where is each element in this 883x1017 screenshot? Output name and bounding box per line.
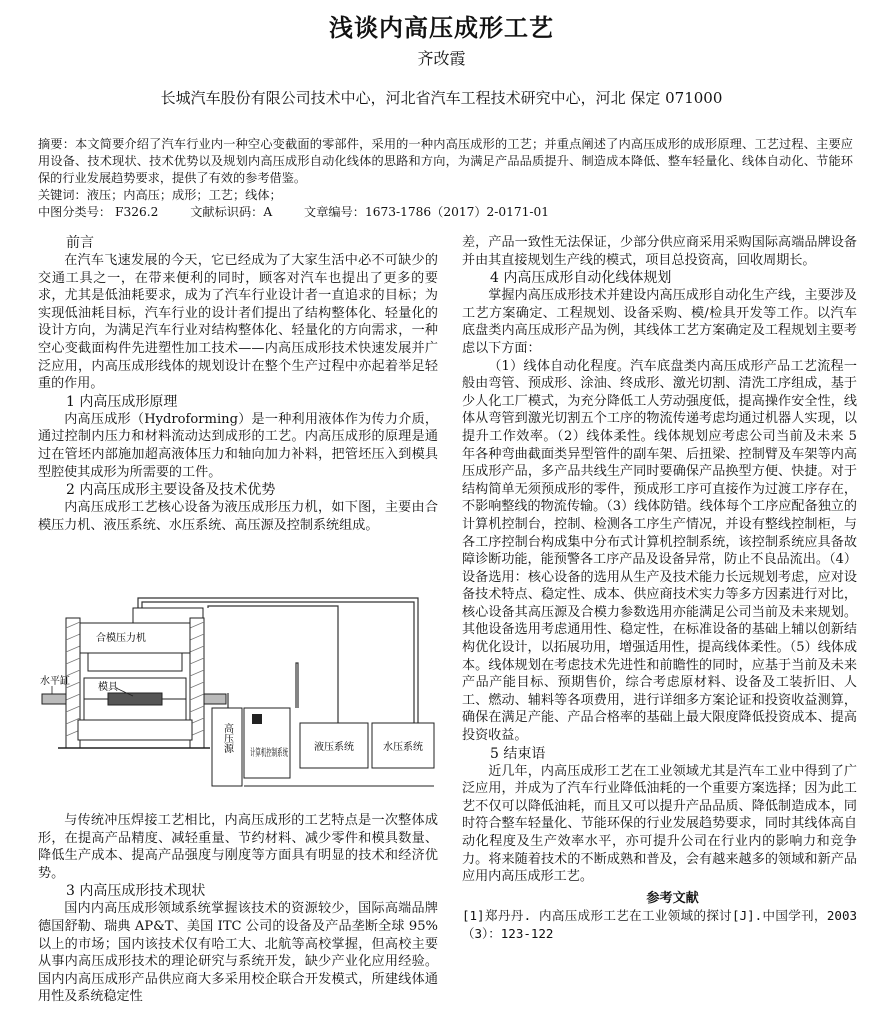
paragraph-section-2: 内高压成形工艺核心设备为液压成形压力机，如下图，主要由合模压力机、液压系统、水压系统、高压源及控制系统组成。 bbox=[38, 500, 438, 533]
computer-control-box bbox=[244, 708, 320, 778]
hydraulic-system-label: 液压系统 bbox=[314, 742, 354, 753]
references-heading: 参考文献 bbox=[646, 890, 699, 906]
article-number: 文章编号：1673-1786（2017）2-0171-01 bbox=[304, 205, 550, 219]
paragraph-section-4-intro: 掌握内高压成形技术并建设内高压成形自动化生产线，主要涉及工艺方案确定、工程规划、设备采购、模/检具开发等工作。以汽车底盘类内高压成形产品为例，其线体工艺方案确定及工程规划主要考虑以下方面： bbox=[462, 288, 857, 356]
paragraph-intro: 在汽车飞速发展的今天，它已经成为了大家生活中必不可缺少的交通工具之一，在带来便利的同时，顾客对汽车也提出了更多的要求，尤其是低油耗要求，成为了汽车行业设计者一直追求的目标；为实现低油耗目标，汽车行业的设计者们提出了结构整体化、轻量化的设计方向，为满足汽车行业对结构整体化、轻量化的方向需求，一种空心变截面构件先进塑性加工技术——内高压成形技术快速发展并广泛应用，内高压成形线体的规划设计在整个生产过程中亦起着举足轻重的作用。 bbox=[38, 253, 438, 392]
press-label: 合模压力机 bbox=[96, 633, 146, 644]
press-base bbox=[78, 720, 192, 740]
heading-section-3: 3 内高压成形技术现状 bbox=[66, 883, 206, 900]
die-label: 模具 bbox=[98, 682, 118, 693]
author-name: 齐改霞 bbox=[417, 49, 466, 68]
monitor-icon bbox=[252, 714, 262, 724]
affiliation: 长城汽车股份有限公司技术中心，河北省汽车工程技术研究中心，河北 保定 071000 bbox=[160, 89, 723, 107]
heading-intro: 前言 bbox=[66, 235, 94, 251]
heading-section-5: 5 结束语 bbox=[490, 745, 546, 762]
paragraph-section-4-details: （1）线体自动化程度。汽车底盘类内高压成形产品工艺流程一般由弯管、预成形、涂油、终成形、激光切割、清洗工序组成，基于少人化工厂模式，为充分降低工人劳动强度低，提高操作安全性，线体从弯管到激光切割五个工序的物流传递考虑均通过机器人实现，以提升工作效率。（2）线体柔性。线体规划应考虑公司当前及未来 5 年各种弯曲截面类异型管件的副车架、后扭梁、控制臂及车架等内高压成形产品，多产品共线生产同时要确保产品换型方便、快捷。对于结构简单无须预成形的零件，预成形工序可直接作为过渡工序存在，不影响整线的物流传输。（3）线体防错。线体每个工序应配备独立的计算机控制台，控制、检测各工序生产情况，并设有整线控制柜，与各工序控制台构成集中分布式计算机控制系统，该控制系统应具备故障诊断功能，能预警各工序产品及设备异常，防止不良品流出。（4）设备选用：核心设备的选用从生产及技术能力长远规划考虑，应对设备技术特点、稳定性、成本、供应商技术实力等多方因素进行对比，核心设备其高压源及合模力参数选用亦能满足公司当前及未来规划。其他设备选用考虑通用性、稳定性，在标准设备的基础上辅以创新结构优化设计，以拓展功用，增强适用性，提高线体柔性。（5）线体成本。线体规划在考虑技术先进性和前瞻性的同时，应基于当前及未来产品产能目标、预期售价，综合考虑原材料、设备及工装折旧、人工、燃动、辅料等各项费用，进行详细多方案论证和投资收益测算，确保在满足产能、产品合格率的基础上最大限度降低投资成本、提高投资收益。 bbox=[462, 358, 857, 744]
paragraph-section-5: 近几年，内高压成形工艺在工业领域尤其是汽车工业中得到了广泛应用，并成为了汽车行业降低油耗的一个重要方案选择；因为此工艺不仅可以降低油耗，而且又可以提升产品品质、降低制造成本，同时符合整车轻量化、节能环保的行业发展趋势要求，同时其线体高自动化程度及生产效率水平，亦可提升公司在行业内的影响力和竞争力。将来随着技术的不断成熟和普及，会有越来越多的领域和新产品应用内高压成形工艺。 bbox=[462, 763, 857, 885]
document-code: 文献标识码：A bbox=[190, 205, 273, 219]
paper-title: 浅谈内高压成形工艺 bbox=[329, 13, 554, 42]
press-slide bbox=[88, 653, 182, 671]
paragraph-section-3: 国内内高压成形领域系统掌握该技术的资源较少，国际高端品牌德国舒勒、瑞典 AP&T、美国 ITC 公司的设备及产品垄断全球 95%以上的市场；国内该技术仅有哈工大、北航等高校掌握，但高校主要从事内高压成形技术的理论研究与系统开发，缺少产业化应用经验。国内内高压成形产品供应商大多采用校企联合开发模式，所建线体通用性及系统稳定性 bbox=[38, 901, 438, 1005]
heading-section-4: 4 内高压成形自动化线体规划 bbox=[490, 270, 672, 287]
water-system-label: 水压系统 bbox=[383, 742, 423, 753]
classification-line bbox=[38, 204, 853, 221]
abstract-text: 摘要：本文简要介绍了汽车行业内一种空心变截面的零部件，采用的一种内高压成形的工艺；并重点阐述了内高压成形的成形原理、工艺过程、主要应用设备、技术现状、技术优势以及规划内高压成形自动化线体的思路和方向，为满足产品品质提升、制造成本降低、整车轻量化、线体自动化、节能环保的行业发展趋势要求，提供了有效的参考借鉴。 bbox=[38, 137, 853, 185]
left-column-bottom bbox=[38, 812, 438, 1006]
computer-control-label: 计算机控制系统 bbox=[250, 748, 320, 759]
paragraph-section-1: 内高压成形（Hydroforming）是一种利用液体作为传力介质，通过控制内压力和材料流动达到成形的工艺。内高压成形的原理是通过在管坯内部施加超高液体压力和轴向加力补料，把管坯压入到模具型腔使其成形为所需要的工件。 bbox=[38, 411, 438, 480]
clc-number: 中图分类号： F326.2 bbox=[38, 205, 159, 219]
hydroforming-press-diagram bbox=[38, 588, 438, 798]
high-pressure-source-label: 高压源 bbox=[221, 723, 233, 753]
paragraph-advantages: 与传统冲压焊接工艺相比，内高压成形的工艺特点是一次整体成形，在提高产品精度、减轻重量、节约材料、减少零件和模具数量、降低生产成本、提高产品强度与刚度等方面具有明显的技术和经济优势。 bbox=[38, 813, 438, 881]
left-column-top bbox=[38, 234, 438, 534]
tube-blank bbox=[108, 693, 162, 705]
cylinder-label: 水平缸 bbox=[40, 676, 70, 687]
right-column bbox=[462, 234, 857, 943]
reference-item: [1]郑丹丹. 内高压成形工艺在工业领域的探讨[J].中国学刊，2003（3）：123-122 bbox=[462, 908, 857, 941]
paragraph-section-3-continued: 差，产品一致性无法保证，少部分供应商采用采购国际高端品牌设备并由其直接规划生产线的模式，项目总投资高，回收周期长。 bbox=[462, 235, 857, 268]
keywords: 关键词：液压；内高压；成形；工艺；线体； bbox=[38, 188, 282, 202]
heading-section-1: 1 内高压成形原理 bbox=[66, 393, 178, 410]
right-horizontal-cylinder bbox=[204, 694, 226, 704]
heading-section-2: 2 内高压成形主要设备及技术优势 bbox=[66, 482, 276, 499]
left-horizontal-cylinder bbox=[42, 694, 66, 704]
abstract-block bbox=[38, 136, 853, 221]
